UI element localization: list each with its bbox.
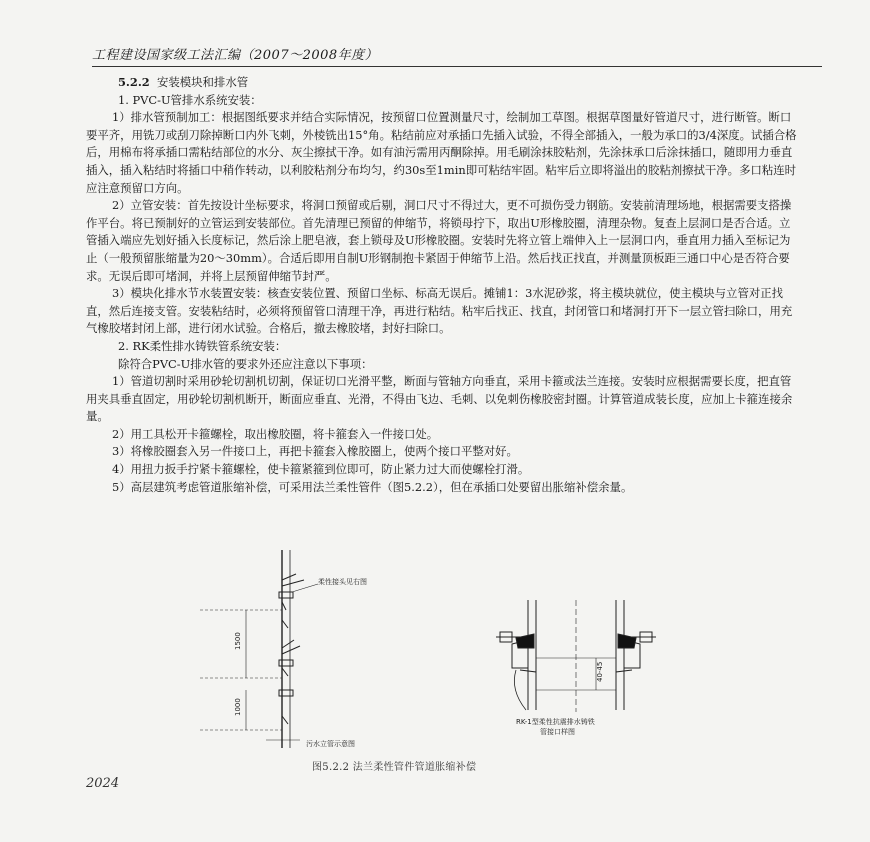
- paragraph-2-3: 3）将橡胶圈套入另一件接口上，再把卡箍套入橡胶圈上，使两个接口平整对好。: [112, 444, 518, 459]
- item2-heading: 2. RK柔性排水铸铁管系统安装：: [118, 338, 287, 353]
- paragraph-2-2: 2）用工具松开卡箍螺栓，取出橡胶圈，将卡箍套入一件接口处。: [112, 426, 439, 441]
- item2-intro: 除符合PVC-U排水管的要求外还应注意以下事项：: [118, 356, 373, 371]
- dimension-1000: 1000: [234, 698, 242, 716]
- paragraph-2-4: 4）用扭力扳手拧紧卡箍螺栓，使卡箍紧箍到位即可，防止紧力过大而使螺栓打滑。: [112, 462, 530, 477]
- joint-caption-line1: RK-1型柔性抗震排水铸铁: [516, 718, 595, 726]
- section-heading: [86, 74, 800, 92]
- running-header: 工程建设国家级工法汇编（2007～2008年度）: [92, 44, 822, 67]
- riser-caption: 污水立管示意图: [306, 740, 355, 748]
- figure-caption: 图5.2.2 法兰柔性管件管道胀缩补偿: [312, 762, 477, 773]
- paragraph-2-5: 5）高层建筑考虑管道胀缩补偿，可采用法兰柔性管件（图5.2.2），但在承插口处要留出胀缩补偿余量。: [112, 479, 633, 494]
- paragraph-1-1: 1）排水管预制加工：根据图纸要求并结合实际情况，按预留口位置测量尺寸，绘制加工草图。根据草图量好管道尺寸，进行断管。断口要平齐，用铣刀或刮刀除掉断口内外飞刺，外棱铣出15°角。粘结前应对承插口先插入试验，不得全部插入，一般为承口的3/4深度。试插合格后，用棉布将承插口需粘结部位的水分、灰尘擦拭干净。如有油污需用丙酮除掉。用毛刷涂抹胶粘剂，先涂抹承口后涂抹插口，随即用力垂直插入，插入粘结时将插口中稍作转动，以利胶粘剂分布均匀，约30s至1min即可粘结牢固。粘牢后立即将溢出的胶粘剂擦拭干净。多口粘连时应注意预留口方向。: [86, 110, 797, 195]
- joint-caption-line2: 管接口样图: [540, 728, 575, 736]
- riser-diagram: [200, 550, 318, 748]
- dimension-1500: 1500: [234, 632, 242, 650]
- paragraph-2-1: 1）管道切割时采用砂轮切割机切割，保证切口光滑平整，断面与管轴方向垂直，采用卡箍或法兰连接。安装时应根据需要长度，把直管用夹具垂直固定，用砂轮切割机断开，断面应垂直、光滑，不得由飞边、毛刺、以免刺伤橡胶密封圈。计算管道成装长度，应加上卡箍连接余量。: [86, 374, 793, 424]
- annotation-flexible-joint: 柔性接头见右图: [318, 578, 367, 586]
- figure-5-2-2: [0, 540, 870, 780]
- section-number: 5.2.2: [118, 75, 150, 89]
- paragraph-1-2: 2）立管安装：首先按设计坐标要求，将洞口预留或后剔，洞口尺寸不得过大，更不可损伤受力钢筋。安装前清理场地，根据需要支搭操作平台。将已预制好的立管运到安装部位。首先清理已预留的伸缩节，将锁母拧下，取出U形橡胶圈，清理杂物。复查上层洞口是否合适。立管插入端应先划好插入长度标记，然后涂上肥皂液，套上锁母及U形橡胶圈。安装时先将立管上端伸入上一层洞口内，垂直用力插入至标记为止（一般预留胀缩量为20～30mm）。合适后即用自制U形钢制抱卡紧固于伸缩节上沿。然后找正找直，并测量顶板距三通口中心是否符合要求。无误后即可堵洞，并将上层预留伸缩节封严。: [86, 198, 792, 283]
- paragraph-1-3: 3）模块化排水节水装置安装：核查安装位置、预留口坐标、标高无误后。摊铺1：3水泥砂浆，将主模块就位，使主模块与立管对正找直，然后连接支管。安装粘结时，必须将预留管口清理干净，再进行粘结。粘牢后找正、找直，封闭管口和堵洞打开下一层立管扫除口，用充气橡胶堵封闭上部，进行闭水试验。合格后，撤去橡胶堵，封好扫除口。: [86, 286, 793, 336]
- page-number: 2024: [86, 776, 120, 791]
- dimension-40-45: 40-45: [596, 661, 604, 682]
- item1-heading: 1. PVC-U管排水系统安装：: [118, 92, 262, 107]
- section-title: 安装模块和排水管: [156, 75, 249, 89]
- body-text: [86, 74, 800, 496]
- joint-detail-drawing: [496, 600, 656, 712]
